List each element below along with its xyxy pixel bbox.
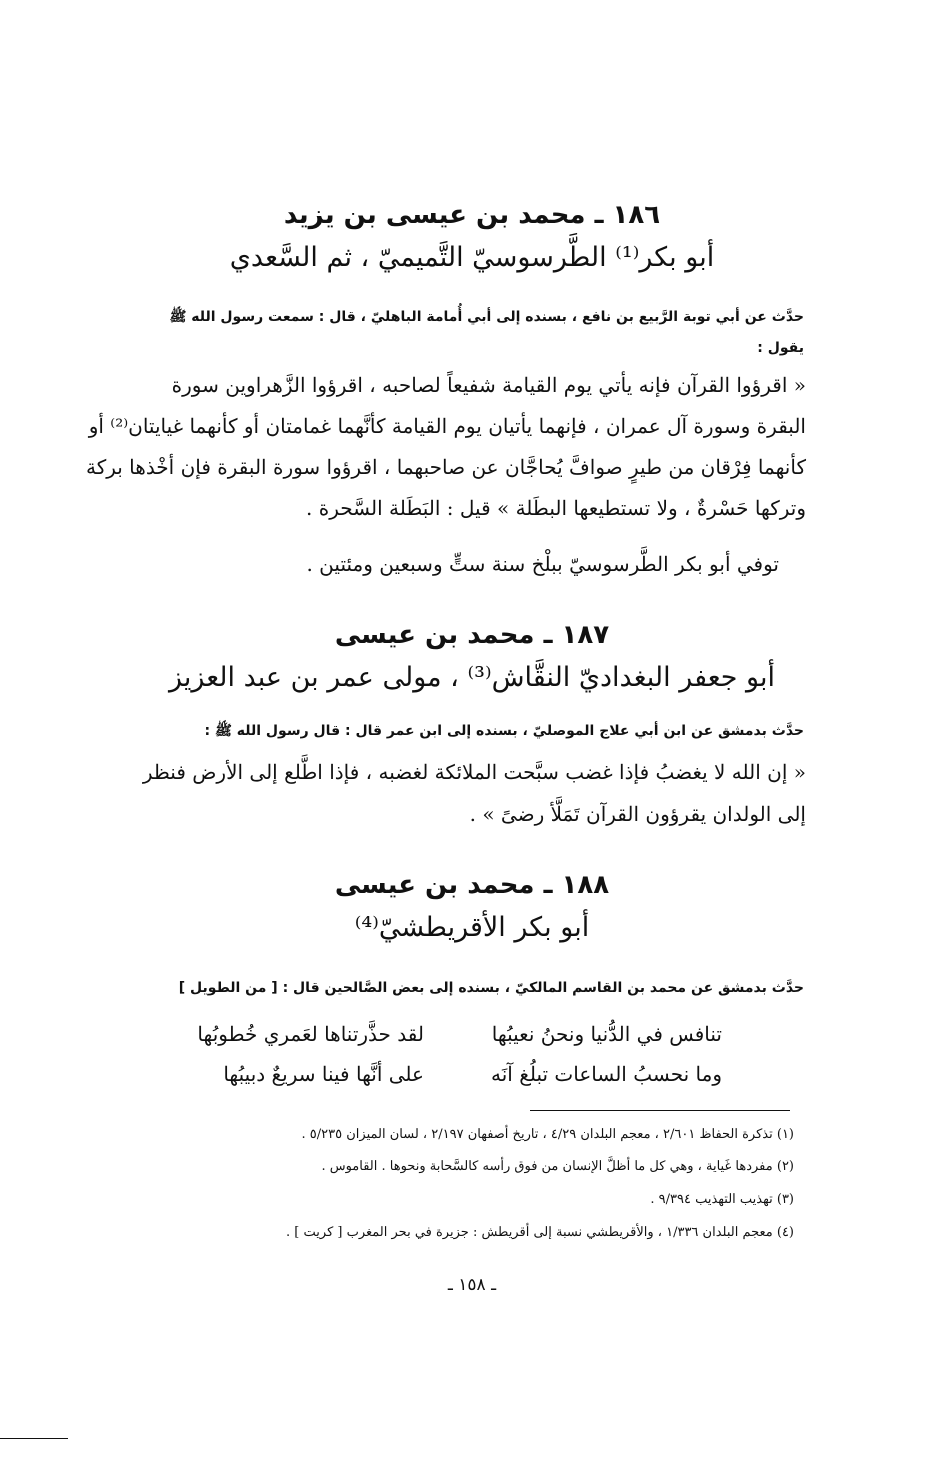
entry-186-isnad: حدَّث عن أبي توبة الرَّبيع بن نافع ، بسنده إلى أبي أُمامة الباهليّ ، قال : سمعت رسول الله ﷺ (169, 309, 804, 325)
footnote-1: (١) تذكرة الحفاظ ٢/٦٠١ ، معجم البلدان ٤/٢٩ ، تاريخ أصفهان ٢/١٩٧ ، لسان الميزان ٥/٢٣٥ . (301, 1127, 794, 1142)
verse-2-first-hemistich: وما نحسبُ الساعات تبلُغ آنَه (490, 1062, 722, 1086)
entry-187-text-line-1: « إن الله لا يغضبُ فإذا غضب سبَّحت الملائكة لغضبه ، فإذا اطَّلع إلى الأرض فنظر (142, 760, 806, 784)
entry-186-subtitle: أبو بكر⁽¹⁾ الطَّرسوسيّ التَّميميّ ، ثم السَّعدي (229, 242, 715, 273)
entry-186-text-line-1: « اقرؤوا القرآن فإنه يأتي يوم القيامة شفيعاً لصاحبه ، اقرؤوا الزَّهراوين سورة (171, 373, 806, 397)
entry-187-text-line-2: إلى الولدان يقرؤون القرآن تَمَلَّأ رضىً » . (469, 802, 806, 826)
footnote-4: (٤) معجم البلدان ١/٣٣٦ ، والأقريطشي نسبة إلى أقريطش : جزيرة في بحر المغرب [ كريت ] . (286, 1225, 794, 1240)
entry-187-title: ١٨٧ ـ محمد بن عيسى (334, 620, 610, 650)
footnote-3: (٣) تهذيب التهذيب ٩/٣٩٤ . (650, 1192, 794, 1207)
page-number: ـ ١٥٨ ـ (447, 1275, 497, 1295)
verse-1-second-hemistich: لقد حذَّرتناها لعَمري خُطوبُها (197, 1022, 424, 1046)
entry-187-subtitle: أبو جعفر البغداديّ النقَّاش⁽³⁾ ، مولى عمر بن عبد العزيز (168, 662, 776, 693)
entry-186-isnad-cont: يقول : (757, 340, 804, 356)
verse-1-first-hemistich: تنافس في الدُّنيا ونحنُ نعيبُها (491, 1022, 722, 1046)
footnote-divider (530, 1110, 790, 1111)
entry-186-text-line-3: كأنهما فِرْقان من طيرٍ صوافَّ يُحاجَّان عن صاحبهما ، اقرؤوا سورة البقرة فإن أخْذها بركة (85, 455, 806, 479)
entry-186-title: ١٨٦ ـ محمد بن عيسى بن يزيد (283, 200, 661, 230)
entry-186-death-note: توفي أبو بكر الطَّرسوسيّ ببلْخ سنة ستٍّ وسبعين ومئتين . (306, 552, 779, 576)
entry-187-isnad: حدَّث بدمشق عن ابن أبي علاج الموصليّ ، بسنده إلى ابن عمر قال : قال رسول الله ﷺ : (204, 723, 804, 739)
verse-2-second-hemistich: على أنَّها فينا سريعٌ دبيبُها (223, 1062, 424, 1086)
entry-186-text-line-2: البقرة وسورة آل عمران ، فإنهما يأتيان يوم القيامة كأنَّهما غمامتان أو كأنهما غيايتان⁽²⁾ أو (88, 414, 806, 438)
scan-edge-line (0, 1438, 68, 1439)
entry-188-isnad: حدَّث بدمشق عن محمد بن القاسم المالكيّ ، بسنده إلى بعض الصَّالحين قال : [ من الطويل ] (178, 980, 804, 996)
entry-186-text-line-4: وتركها حَسْرةٌ ، ولا تستطيعها البطَلة » قيل : البَطَلة السَّحرة . (306, 496, 806, 520)
entry-188-title: ١٨٨ ـ محمد بن عيسى (334, 870, 610, 900)
entry-188-subtitle: أبو بكر الأقريطشيّ⁽⁴⁾ (354, 912, 590, 943)
footnote-2: (٢) مفردها غَياية ، وهي كل ما أظلَّ الإنسان من فوق رأسه كالسَّحابة ونحوها . القاموس . (321, 1159, 794, 1174)
